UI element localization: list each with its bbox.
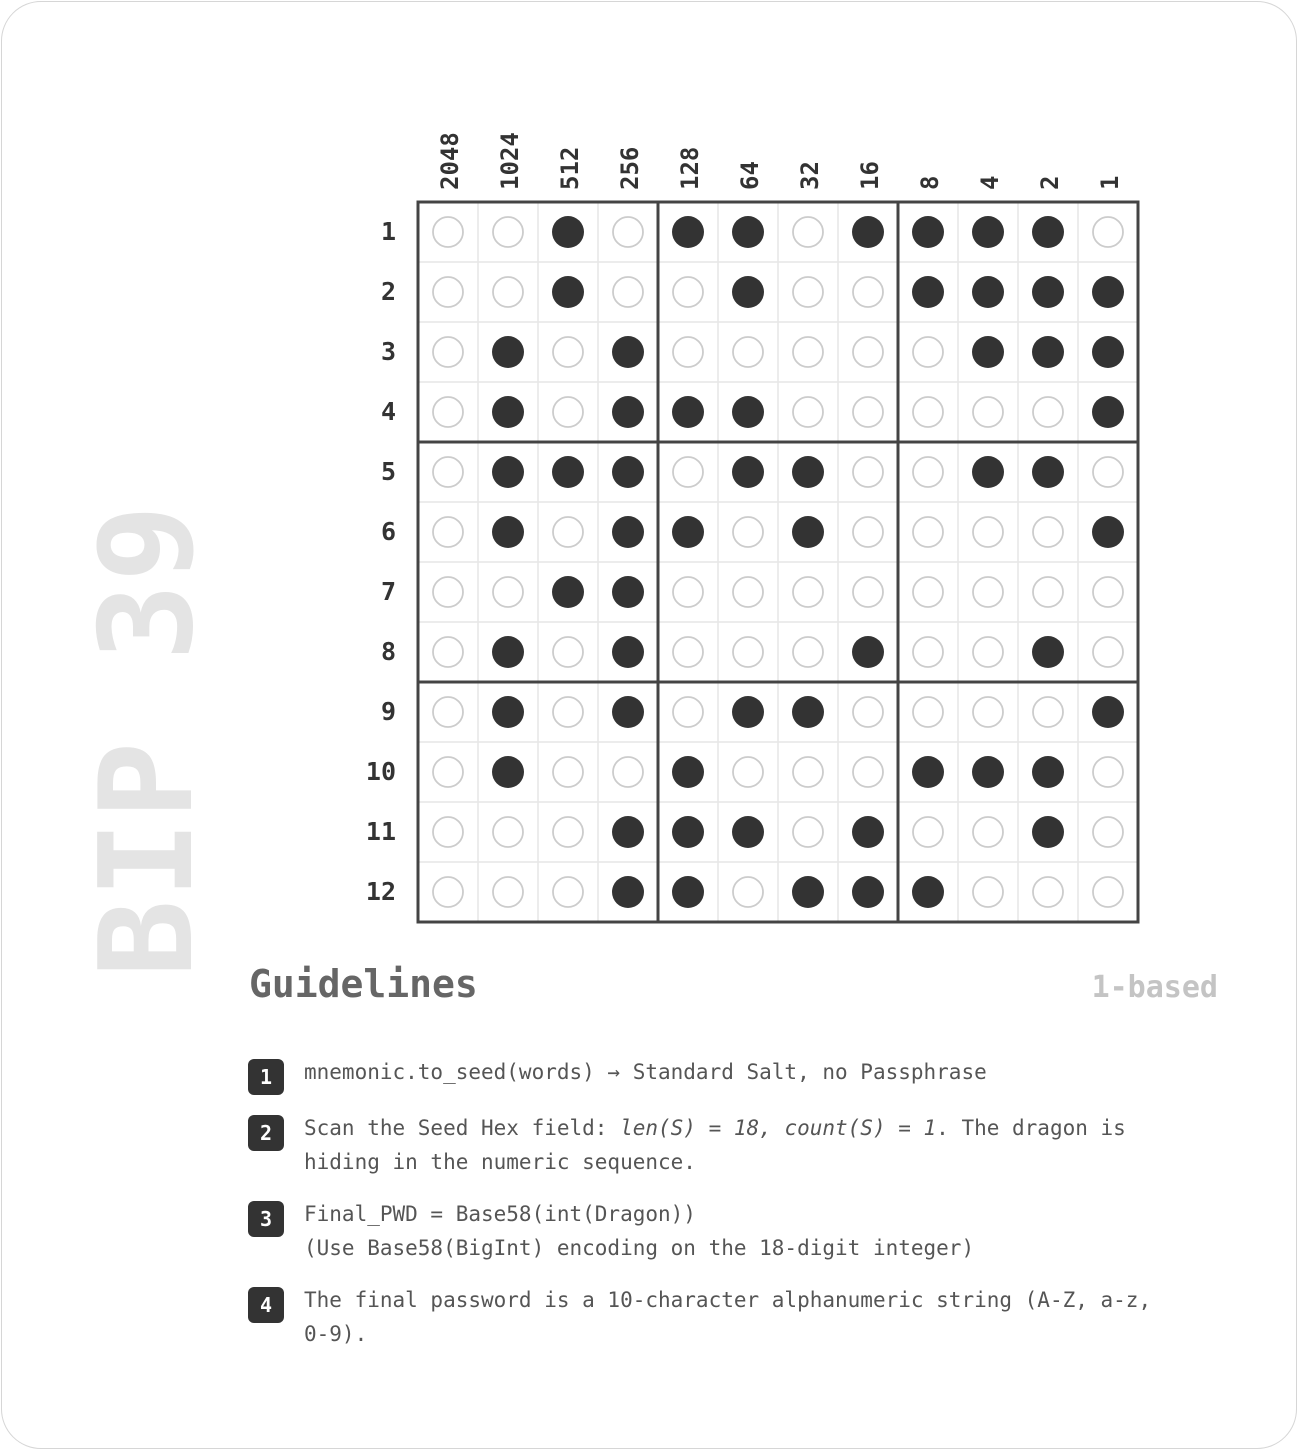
bit-filled-dot [732, 696, 764, 728]
bit-empty-dot [493, 217, 523, 247]
bit-filled-dot [972, 336, 1004, 368]
bit-empty-dot [613, 277, 643, 307]
bit-filled-dot [612, 336, 644, 368]
bit-empty-dot [913, 517, 943, 547]
bit-empty-dot [733, 637, 763, 667]
bit-empty-dot [553, 637, 583, 667]
bit-empty-dot [793, 757, 823, 787]
column-header: 2 [1036, 175, 1064, 190]
bit-empty-dot [853, 697, 883, 727]
bit-empty-dot [973, 877, 1003, 907]
bit-filled-dot [492, 456, 524, 488]
bit-empty-dot [853, 577, 883, 607]
bit-empty-dot [433, 457, 463, 487]
column-header: 512 [556, 146, 584, 190]
bit-empty-dot [1033, 397, 1063, 427]
bit-empty-dot [553, 757, 583, 787]
step-number-badge: 3 [248, 1201, 284, 1237]
bit-filled-dot [612, 696, 644, 728]
bit-filled-dot [552, 576, 584, 608]
bit-empty-dot [1093, 817, 1123, 847]
bit-empty-dot [1093, 457, 1123, 487]
bit-filled-dot [1032, 636, 1064, 668]
step-text: mnemonic.to_seed(words) → Standard Salt, no Passphrase [304, 1060, 987, 1084]
bit-empty-dot [913, 397, 943, 427]
bit-empty-dot [493, 877, 523, 907]
step-text: The final password is a 10-character alphanumeric string (A-Z, a-z, 0-9). [304, 1288, 1152, 1346]
bit-empty-dot [973, 577, 1003, 607]
bit-filled-dot [732, 456, 764, 488]
bit-empty-dot [1093, 637, 1123, 667]
bit-empty-dot [553, 877, 583, 907]
bit-empty-dot [913, 697, 943, 727]
bit-filled-dot [612, 576, 644, 608]
step-number-badge: 4 [248, 1287, 284, 1323]
column-header: 16 [856, 161, 884, 190]
bit-filled-dot [1092, 516, 1124, 548]
bit-empty-dot [673, 577, 703, 607]
row-label: 3 [380, 337, 396, 366]
bit-filled-dot [972, 276, 1004, 308]
bit-filled-dot [912, 756, 944, 788]
bit-empty-dot [733, 337, 763, 367]
bit-empty-dot [433, 817, 463, 847]
bit-filled-dot [672, 396, 704, 428]
bit-empty-dot [433, 517, 463, 547]
row-label: 9 [380, 697, 396, 726]
bit-empty-dot [733, 577, 763, 607]
bit-empty-dot [793, 277, 823, 307]
bit-filled-dot [792, 516, 824, 548]
bit-filled-dot [792, 696, 824, 728]
step-number-badge: 2 [248, 1115, 284, 1151]
bit-empty-dot [493, 277, 523, 307]
bit-empty-dot [853, 457, 883, 487]
bit-empty-dot [1033, 517, 1063, 547]
bit-filled-dot [852, 636, 884, 668]
bit-filled-dot [672, 756, 704, 788]
bit-filled-dot [492, 336, 524, 368]
row-label: 7 [380, 577, 396, 606]
bit-filled-dot [1032, 216, 1064, 248]
bit-empty-dot [733, 877, 763, 907]
bit-empty-dot [553, 817, 583, 847]
bit-filled-dot [672, 816, 704, 848]
bit-filled-dot [492, 756, 524, 788]
bit-filled-dot [1032, 756, 1064, 788]
bit-filled-dot [912, 276, 944, 308]
bit-filled-dot [972, 456, 1004, 488]
bit-empty-dot [913, 337, 943, 367]
column-header: 4 [976, 175, 1004, 190]
row-label: 4 [380, 397, 396, 426]
bit-empty-dot [673, 637, 703, 667]
bit-filled-dot [732, 396, 764, 428]
bit-filled-dot [852, 876, 884, 908]
bit-filled-dot [972, 756, 1004, 788]
bit-filled-dot [552, 216, 584, 248]
row-label: 11 [365, 817, 396, 846]
bit-filled-dot [1092, 276, 1124, 308]
indexing-note: 1-based [1091, 970, 1218, 1005]
bit-empty-dot [433, 757, 463, 787]
bit-empty-dot [433, 577, 463, 607]
bit-filled-dot [672, 876, 704, 908]
bit-filled-dot [492, 696, 524, 728]
bit-empty-dot [673, 457, 703, 487]
bit-empty-dot [973, 637, 1003, 667]
bit-empty-dot [433, 337, 463, 367]
bit-empty-dot [493, 577, 523, 607]
bit-filled-dot [1092, 396, 1124, 428]
bit-filled-dot [552, 276, 584, 308]
bit-empty-dot [853, 337, 883, 367]
bit-empty-dot [973, 697, 1003, 727]
step-number-badge: 1 [248, 1059, 284, 1095]
bit-empty-dot [973, 817, 1003, 847]
bit-empty-dot [853, 397, 883, 427]
bit-filled-dot [492, 516, 524, 548]
bit-empty-dot [973, 517, 1003, 547]
bit-empty-dot [913, 577, 943, 607]
bit-empty-dot [673, 337, 703, 367]
bit-filled-dot [612, 456, 644, 488]
bit-empty-dot [1093, 757, 1123, 787]
bit-filled-dot [492, 636, 524, 668]
bit-empty-dot [1033, 697, 1063, 727]
bit-empty-dot [853, 757, 883, 787]
row-label: 5 [380, 457, 396, 486]
bit-filled-dot [732, 816, 764, 848]
bit-empty-dot [433, 697, 463, 727]
bit-filled-dot [1032, 456, 1064, 488]
bit-empty-dot [673, 697, 703, 727]
row-label: 2 [380, 277, 396, 306]
bit-empty-dot [553, 517, 583, 547]
bit-empty-dot [1093, 877, 1123, 907]
bit-filled-dot [1092, 336, 1124, 368]
bit-filled-dot [732, 276, 764, 308]
column-header: 32 [796, 161, 824, 190]
bit-empty-dot [793, 637, 823, 667]
bit-empty-dot [1093, 577, 1123, 607]
row-label: 12 [365, 877, 396, 906]
row-label: 1 [380, 217, 396, 246]
bit-grid-svg [418, 202, 1138, 922]
bit-filled-dot [1032, 816, 1064, 848]
bit-empty-dot [793, 397, 823, 427]
bit-empty-dot [553, 337, 583, 367]
bit-empty-dot [793, 817, 823, 847]
bit-empty-dot [733, 757, 763, 787]
bit-filled-dot [672, 516, 704, 548]
bit-filled-dot [612, 636, 644, 668]
bit-filled-dot [672, 216, 704, 248]
bit-empty-dot [913, 637, 943, 667]
bit-empty-dot [493, 817, 523, 847]
bit-empty-dot [1033, 877, 1063, 907]
column-header: 128 [676, 146, 704, 190]
column-header: 1024 [496, 132, 524, 190]
bit-empty-dot [433, 637, 463, 667]
bit-grid [418, 202, 1138, 922]
row-label: 6 [380, 517, 396, 546]
bit-empty-dot [433, 397, 463, 427]
column-header: 2048 [436, 132, 464, 190]
column-header: 64 [736, 161, 764, 190]
bit-filled-dot [492, 396, 524, 428]
bit-filled-dot [1092, 696, 1124, 728]
column-header: 8 [916, 175, 944, 190]
bit-filled-dot [792, 456, 824, 488]
guidelines-title: Guidelines [249, 962, 478, 1006]
column-header: 1 [1096, 175, 1124, 190]
bit-filled-dot [852, 816, 884, 848]
bit-filled-dot [912, 216, 944, 248]
bit-filled-dot [1032, 276, 1064, 308]
bit-filled-dot [852, 216, 884, 248]
bit-empty-dot [853, 277, 883, 307]
bit-filled-dot [1032, 336, 1064, 368]
bit-filled-dot [612, 396, 644, 428]
step-text: Final_PWD = Base58(int(Dragon)) (Use Base58(BigInt) encoding on the 18-digit integer) [304, 1202, 975, 1260]
side-title: BIP 39 [73, 502, 222, 977]
bit-filled-dot [612, 516, 644, 548]
bit-filled-dot [612, 816, 644, 848]
bit-filled-dot [552, 456, 584, 488]
bit-empty-dot [553, 397, 583, 427]
bit-empty-dot [913, 817, 943, 847]
bit-empty-dot [793, 217, 823, 247]
bit-empty-dot [1093, 217, 1123, 247]
row-label: 10 [365, 757, 396, 786]
bit-empty-dot [793, 337, 823, 367]
bit-empty-dot [793, 577, 823, 607]
bit-filled-dot [792, 876, 824, 908]
bit-filled-dot [972, 216, 1004, 248]
bit-empty-dot [733, 517, 763, 547]
bit-empty-dot [433, 877, 463, 907]
bit-empty-dot [673, 277, 703, 307]
bit-empty-dot [553, 697, 583, 727]
bit-empty-dot [433, 217, 463, 247]
bit-empty-dot [613, 757, 643, 787]
bit-empty-dot [433, 277, 463, 307]
bit-empty-dot [1033, 577, 1063, 607]
bit-filled-dot [912, 876, 944, 908]
column-header: 256 [616, 146, 644, 190]
bit-empty-dot [913, 457, 943, 487]
bit-filled-dot [732, 216, 764, 248]
bit-empty-dot [613, 217, 643, 247]
row-label: 8 [380, 637, 396, 666]
bit-empty-dot [973, 397, 1003, 427]
step-text: Scan the Seed Hex field: len(S) = 18, count(S) = 1. The dragon is hiding in the numeric sequence. [304, 1116, 1126, 1174]
bit-filled-dot [612, 876, 644, 908]
bit-empty-dot [853, 517, 883, 547]
